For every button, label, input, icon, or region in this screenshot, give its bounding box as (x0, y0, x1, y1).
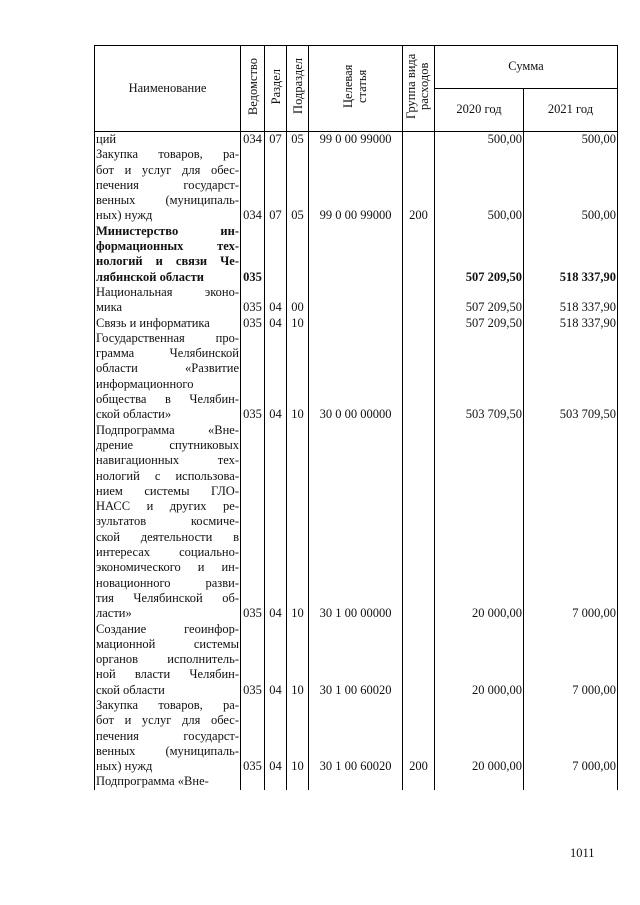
row-name (95, 285, 241, 316)
row-name-line: нием системы ГЛО- (96, 483, 239, 498)
row-subsection: 10 (287, 698, 309, 774)
row-dept: 034 (241, 132, 265, 148)
row-sum-2020: 500,00 (435, 132, 524, 148)
row-name-line: ций (96, 132, 117, 146)
row-name-line: Создание геоинфор- (96, 621, 239, 636)
header-year-2021: 2021 год (524, 89, 618, 132)
header-dept: Ведомство (241, 46, 265, 132)
row-name-line: ной власти Челябин- (96, 667, 239, 682)
row-name-line: тия Челябинской об- (96, 590, 239, 605)
row-name-line: ской области (96, 682, 165, 697)
row-section: 04 (265, 285, 287, 316)
row-name-line: нологий с использова- (96, 468, 239, 483)
row-name-line: Закупка товаров, ра- (96, 147, 239, 162)
header-target: Целевая статья (309, 46, 403, 132)
row-subsection: 10 (287, 316, 309, 331)
row-sum-2021: 518 337,90 (524, 316, 618, 331)
row-group (403, 423, 435, 622)
row-name (95, 147, 241, 223)
row-section: 07 (265, 147, 287, 223)
row-dept: 035 (241, 622, 265, 698)
row-name-line: НАСС и других ре- (96, 499, 239, 514)
row-subsection: 05 (287, 147, 309, 223)
table-row (95, 132, 618, 148)
row-target: 30 1 00 00000 (309, 423, 403, 622)
row-target: 99 0 00 99000 (309, 147, 403, 223)
table-row (95, 331, 618, 423)
row-target: 30 0 00 00000 (309, 331, 403, 423)
row-name (95, 698, 241, 774)
row-section (265, 774, 287, 789)
row-name-line: органов исполнитель- (96, 652, 239, 667)
row-name (95, 774, 241, 789)
row-subsection (287, 774, 309, 789)
row-sum-2020 (435, 774, 524, 789)
row-section: 07 (265, 132, 287, 148)
row-target (309, 774, 403, 789)
row-sum-2021: 500,00 (524, 147, 618, 223)
row-name-line: мика (96, 300, 123, 315)
table-row (95, 423, 618, 622)
row-name-line: экономического и ин- (96, 560, 239, 575)
row-name-line: Государственная про- (96, 330, 239, 345)
row-name-line: печения государст- (96, 177, 239, 192)
row-sum-2021: 7 000,00 (524, 423, 618, 622)
header-year-2020: 2020 год (435, 89, 524, 132)
row-group (403, 622, 435, 698)
budget-table-page (94, 45, 617, 835)
row-name-line: нологий и связи Че- (96, 254, 239, 269)
row-section: 04 (265, 316, 287, 331)
row-group (403, 331, 435, 423)
row-dept: 035 (241, 423, 265, 622)
table-row (95, 774, 618, 789)
row-group (403, 224, 435, 285)
row-dept: 035 (241, 698, 265, 774)
row-sum-2020: 20 000,00 (435, 622, 524, 698)
row-name-line: интересах социально- (96, 545, 239, 560)
row-sum-2020: 500,00 (435, 147, 524, 223)
row-sum-2020: 20 000,00 (435, 698, 524, 774)
row-sum-2021: 7 000,00 (524, 622, 618, 698)
row-sum-2021: 503 709,50 (524, 331, 618, 423)
header-group: Группа вида расходов (403, 46, 435, 132)
row-name-line: венных (муниципаль- (96, 193, 239, 208)
row-target: 30 1 00 60020 (309, 698, 403, 774)
row-section: 04 (265, 698, 287, 774)
row-group (403, 285, 435, 316)
page-number: 1011 (570, 846, 595, 860)
row-sum-2021: 518 337,90 (524, 224, 618, 285)
row-name-line: Министерство ин- (96, 223, 239, 238)
row-dept: 035 (241, 331, 265, 423)
table-row (95, 622, 618, 698)
row-subsection (287, 224, 309, 285)
table-row (95, 147, 618, 223)
table-body (95, 132, 618, 790)
row-name-line: ской деятельности в (96, 529, 239, 544)
row-name-line: мационной системы (96, 636, 239, 651)
table-row (95, 698, 618, 774)
row-name-line: Национальная эконо- (96, 284, 239, 299)
row-name-line: дрение спутниковых (96, 437, 239, 452)
row-target (309, 224, 403, 285)
row-dept: 035 (241, 285, 265, 316)
row-subsection: 05 (287, 132, 309, 148)
row-target (309, 316, 403, 331)
table-row (95, 224, 618, 285)
row-name (95, 316, 241, 331)
row-sum-2020: 507 209,50 (435, 224, 524, 285)
budget-table (94, 45, 618, 790)
row-sum-2021 (524, 774, 618, 789)
row-sum-2021: 7 000,00 (524, 698, 618, 774)
row-group: 200 (403, 147, 435, 223)
row-group (403, 774, 435, 789)
row-subsection: 10 (287, 622, 309, 698)
row-name (95, 423, 241, 622)
row-name-line: ласти» (96, 606, 132, 621)
row-subsection: 10 (287, 423, 309, 622)
row-dept (241, 774, 265, 789)
row-dept: 034 (241, 147, 265, 223)
row-section: 04 (265, 622, 287, 698)
row-target: 99 0 00 99000 (309, 132, 403, 148)
table-row (95, 285, 618, 316)
row-name-line: зультатов космиче- (96, 514, 239, 529)
row-sum-2020: 507 209,50 (435, 316, 524, 331)
row-name-line: общества в Челябин- (96, 392, 239, 407)
row-name (95, 132, 241, 148)
row-name-line: Подпрограмма «Вне- (96, 774, 209, 789)
row-sum-2020: 20 000,00 (435, 423, 524, 622)
header-sum: Сумма (435, 46, 618, 89)
header-section: Раздел (265, 46, 287, 132)
row-name-line: грамма Челябинской (96, 346, 239, 361)
row-name-line: ных) нужд (96, 208, 153, 223)
row-group (403, 132, 435, 148)
row-name-line: венных (муниципаль- (96, 743, 239, 758)
row-sum-2021: 500,00 (524, 132, 618, 148)
row-name-line: Связь и информатика (96, 315, 210, 330)
row-name-line: Подпрограмма «Вне- (96, 422, 239, 437)
row-subsection: 10 (287, 331, 309, 423)
row-section: 04 (265, 331, 287, 423)
table-row (95, 316, 618, 331)
row-name-line: области «Развитие (96, 361, 239, 376)
row-target: 30 1 00 60020 (309, 622, 403, 698)
header-name: Наименование (95, 46, 241, 132)
row-name-line: бот и услуг для обес- (96, 162, 239, 177)
row-name-line: Закупка товаров, ра- (96, 697, 239, 712)
row-name-line: ской области» (96, 407, 172, 422)
row-dept: 035 (241, 316, 265, 331)
row-name-line: лябинской области (96, 269, 204, 284)
row-sum-2021: 518 337,90 (524, 285, 618, 316)
header-subsection: Подраздел (287, 46, 309, 132)
row-name-line: формационных тех- (96, 239, 239, 254)
row-name-line: новационного разви- (96, 575, 239, 590)
row-name-line: навигационных тех- (96, 453, 239, 468)
row-name-line: печения государст- (96, 728, 239, 743)
row-section: 04 (265, 423, 287, 622)
row-section (265, 224, 287, 285)
row-name (95, 622, 241, 698)
row-name (95, 331, 241, 423)
row-group (403, 316, 435, 331)
row-name-line: информационного (96, 376, 194, 391)
row-name-line: ных) нужд (96, 759, 153, 774)
row-dept: 035 (241, 224, 265, 285)
row-sum-2020: 507 209,50 (435, 285, 524, 316)
row-subsection: 00 (287, 285, 309, 316)
row-name (95, 224, 241, 285)
row-name-line: бот и услуг для обес- (96, 713, 239, 728)
row-sum-2020: 503 709,50 (435, 331, 524, 423)
row-group: 200 (403, 698, 435, 774)
row-target (309, 285, 403, 316)
